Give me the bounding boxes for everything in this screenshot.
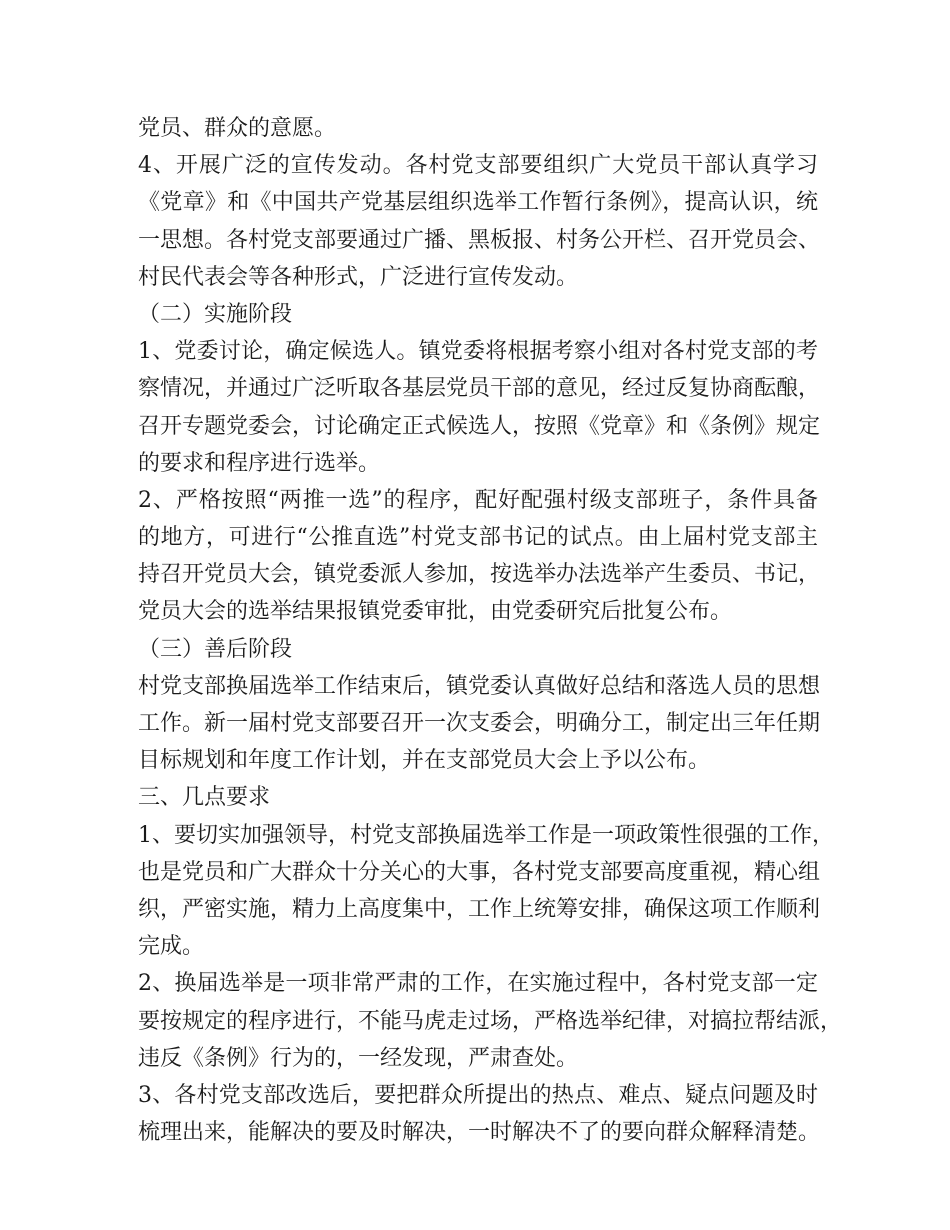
text-line: 3、各村党支部改选后，要把群众所提出的热点、难点、疑点问题及时 bbox=[138, 1082, 818, 1108]
text-line: 一思想。各村党支部要通过广播、黑板报、村务公开栏、召开党员会、 bbox=[138, 227, 821, 253]
text-line: 的要求和程序进行选举。 bbox=[138, 450, 381, 476]
section-heading: 三、几点要求 bbox=[138, 785, 271, 811]
text-line: 要按规定的程序进行，不能马虎走过场，严格选举纪律，对搞拉帮结派， bbox=[138, 1008, 843, 1034]
section-heading: （三）善后阶段 bbox=[138, 636, 293, 662]
text-line: 1、党委讨论，确定候选人。镇党委将根据考察小组对各村党支部的考 bbox=[138, 339, 818, 365]
section-heading: （二）实施阶段 bbox=[138, 301, 293, 327]
text-line: 召开专题党委会，讨论确定正式候选人，按照《党章》和《条例》规定 bbox=[138, 413, 821, 439]
text-line: 违反《条例》行为的，一经发现，严肃查处。 bbox=[138, 1045, 579, 1071]
text-line: 的地方，可进行“公推直选”村党支部书记的试点。由上届村党支部主 bbox=[138, 525, 818, 551]
text-line: 察情况，并通过广泛听取各基层党员干部的意见，经过反复协商酝酿， bbox=[138, 376, 821, 402]
text-line: 2、换届选举是一项非常严肃的工作，在实施过程中，各村党支部一定 bbox=[138, 971, 818, 997]
text-line: 党员、群众的意愿。 bbox=[138, 116, 337, 141]
text-line: 村党支部换届选举工作结束后，镇党委认真做好总结和落选人员的思想 bbox=[138, 673, 821, 699]
text-line: 党员大会的选举结果报镇党委审批，由党委研究后批复公布。 bbox=[138, 599, 733, 625]
text-line: 2、严格按照“两推一选”的程序，配好配强村级支部班子，条件具备 bbox=[138, 487, 818, 513]
text-line: 1、要切实加强领导，村党支部换届选举工作是一项政策性很强的工作， bbox=[138, 822, 834, 848]
text-line: 也是党员和广大群众十分关心的大事，各村党支部要高度重视，精心组 bbox=[138, 859, 821, 885]
text-line: 村民代表会等各种形式，广泛进行宣传发动。 bbox=[138, 264, 579, 290]
text-line: 持召开党员大会，镇党委派人参加，按选举办法选举产生委员、书记， bbox=[138, 562, 821, 588]
text-line: 目标规划和年度工作计划，并在支部党员大会上予以公布。 bbox=[138, 748, 711, 774]
document-body bbox=[138, 110, 843, 1151]
text-line: 《党章》和《中国共产党基层组织选举工作暂行条例》，提高认识，统 bbox=[138, 190, 818, 216]
text-line: 织，严密实施，精力上高度集中，工作上统筹安排，确保这项工作顺利 bbox=[138, 896, 821, 922]
text-line: 4、开展广泛的宣传发动。各村党支部要组织广大党员干部认真学习 bbox=[138, 153, 818, 179]
text-line: 梳理出来，能解决的要及时解决，一时解决不了的要向群众解释清楚。 bbox=[138, 1120, 821, 1146]
text-line: 工作。新一届村党支部要召开一次支委会，明确分工，制定出三年任期 bbox=[138, 711, 821, 736]
text-line: 完成。 bbox=[138, 934, 205, 960]
